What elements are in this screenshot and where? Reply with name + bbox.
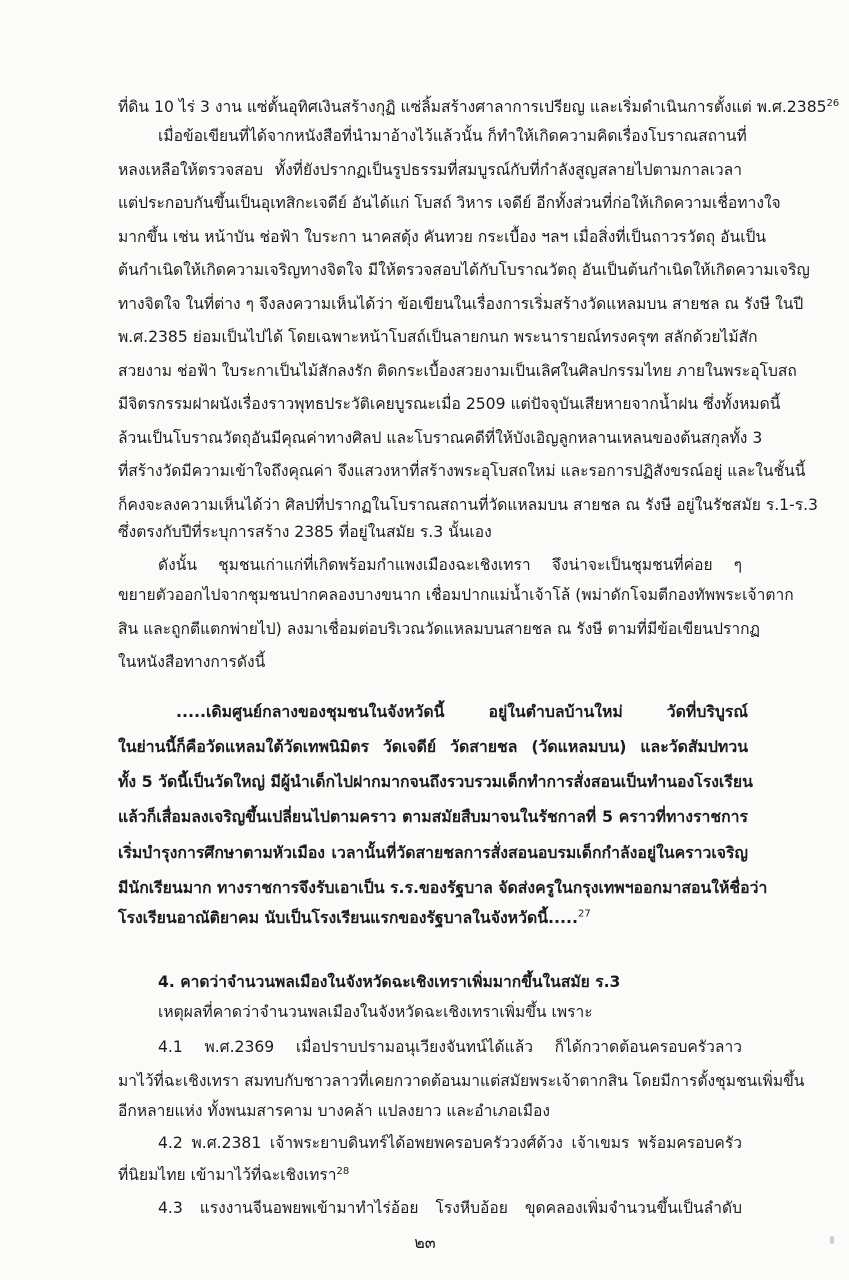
text-line: ดังนั้น ชุมชนเก่าแก่ที่เกิดพร้อมกำแพงเมืองฉะเชิงเทรา จึงน่าจะเป็นชุมชนที่ค่อย ๆ <box>158 556 742 574</box>
text-line: เมื่อข้อเขียนที่ได้จากหนังสือที่นำมาอ้างไว้แล้วนั้น ก็ทำให้เกิดความคิดเรื่องโบราณสถานที่ <box>158 127 747 145</box>
text-line: ที่สร้างวัดมีความเข้าใจถึงคุณค่า จึงแสวงหาที่สร้างพระอุโบสถใหม่ และรอการปฏิสังขรณ์อยู่ และในชั้นนี้ <box>118 462 806 480</box>
text-line: แต่ประกอบกันขึ้นเป็นอุเทสิกะเจดีย์ อันได้แก่ โบสถ์ วิหาร เจดีย์ อีกทั้งส่วนที่ก่อให้เกิดความเชื่อทางใจ <box>118 194 781 212</box>
quote-line: .....เดิมศูนย์กลางของชุมชนในจังหวัดนี้ อยู่ในตำบลบ้านใหม่ วัดที่บริบูรณ์ <box>176 702 748 721</box>
text-line: มากขึ้น เช่น หน้าบัน ช่อฟ้า ใบระกา นาคสดุ้ง คันทวย กระเบื้อง ฯลฯ เมื่อสิ่งที่เป็นถาวรวัตถุ อันเป็น <box>118 228 767 246</box>
text-line: ต้นกำเนิดให้เกิดความเจริญทางจิตใจ มีให้ตรวจสอบได้กับโบราณวัตถุ อันเป็นต้นกำเนิดให้เกิดความเจริญ <box>118 261 810 279</box>
footnote-ref: 27 <box>578 908 591 920</box>
text-line: ขยายตัวออกไปจากชุมชนปากคลองบางขนาก เชื่อมปากแม่น้ำเจ้าโล้ (พม่าดักโจมตีกองทัพพระเจ้าตาก <box>118 586 794 604</box>
text-line: สวยงาม ช่อฟ้า ใบระกาเป็นไม้สักลงรัก ติดกระเบื้องสวยงามเป็นเลิศในศิลปกรรมไทย ภายในพระอุโบสถ <box>118 362 797 380</box>
text-line: เหตุผลที่คาดว่าจำนวนพลเมืองในจังหวัดฉะเชิงเทราเพิ่มขึ้น เพราะ <box>158 1003 593 1021</box>
text-line: ล้วนเป็นโบราณวัตถุอันมีคุณค่าทางศิลป และโบราณคดีที่ให้บังเอิญลูกหลานเหลนของต้นสกุลทั้ง 3 <box>118 429 763 447</box>
text-line: ที่นิยมไทย เข้ามาไว้ที่ฉะเชิงเทรา$^{28}$ <box>118 1165 350 1184</box>
text-line: อีกหลายแห่ง ทั้งพนมสารคาม บางคล้า แปลงยาว และอำเภอเมือง <box>118 1102 550 1120</box>
quote-line: โรงเรียนอาณัติยาคม นับเป็นโรงเรียนแรกของรัฐบาลในจังหวัดนี้.....$^{27}$ <box>118 908 591 927</box>
section-heading: 4. คาดว่าจำนวนพลเมืองในจังหวัดฉะเชิงเทราเพิ่มมากขึ้นในสมัย ร.3 <box>158 973 621 991</box>
text-line: ก็คงจะลงความเห็นได้ว่า ศิลปที่ปรากฏในโบราณสถานที่วัดแหลมบน สายชล ณ รังษี อยู่ในรัชสมัย ร.1-ร.3 <box>118 496 818 514</box>
text-line: ซึ่งตรงกับปีที่ระบุการสร้าง 2385 ที่อยู่ในสมัย ร.3 นั้นเอง <box>118 523 492 541</box>
text-line: พ.ศ.2385 ย่อมเป็นไปได้ โดยเฉพาะหน้าโบสถ์เป็นลายกนก พระนารายณ์ทรงครุฑ สลักด้วยไม้สัก <box>118 328 758 346</box>
text-line: 4.2 พ.ศ.2381 เจ้าพระยาบดินทร์ได้อพยพครอบครัววงศ์ด้วง เจ้าเขมร พร้อมครอบครัว <box>158 1134 742 1152</box>
text-line: 4.3 แรงงานจีนอพยพเข้ามาทำไร่อ้อย โรงหีบอ้อย ขุดคลองเพิ่มจำนวนขึ้นเป็นลำดับ <box>158 1199 742 1217</box>
quote-line: ในย่านนี้ก็คือวัดแหลมใต้วัดเทพนิมิตร วัดเจดีย์ วัดสายชล (วัดแหลมบน) และวัดสัมปทวน <box>118 737 748 756</box>
text-line: ที่ดิน 10 ไร่ 3 งาน แซ่ตั้นอุทิศเงินสร้างกุฏิ แซ่ลิ้มสร้างศาลาการเปรียญ และเริ่มดำเนินการตั้งแต่ พ.ศ.2385$^{26}$ <box>118 97 840 116</box>
quote-line: ทั้ง 5 วัดนี้เป็นวัดใหญ่ มีผู้นำเด็กไปฝากมากจนถึงรวบรวมเด็กทำการสั่งสอนเป็นทำนองโรงเรียน <box>118 772 753 791</box>
text-line: ทางจิตใจ ในที่ต่าง ๆ จึงลงความเห็นได้ว่า ข้อเขียนในเรื่องการเริ่มสร้างวัดแหลมบน สายชล ณ รังษี ในปี <box>118 295 804 313</box>
footnote-ref: 26 <box>826 97 840 109</box>
quote-line: เริ่มบำรุงการศึกษาตามหัวเมือง เวลานั้นที่วัดสายชลการสั่งสอนอบรมเด็กกำลังอยู่ในคราวเจริญ <box>118 843 748 862</box>
text-line: มีจิตรกรรมฝาผนังเรื่องราวพุทธประวัติเคยบูรณะเมื่อ 2509 แต่ปัจจุบันเสียหายจากน้ำฝน ซึ่งทั้งหมดนี้ <box>118 395 781 413</box>
text-line: 4.1 พ.ศ.2369 เมื่อปราบปรามอนุเวียงจันทน์ได้แล้ว ก็ได้กวาดต้อนครอบครัวลาว <box>158 1038 742 1056</box>
text-line: ในหนังสือทางการดังนี้ <box>118 653 266 671</box>
text-line: มาไว้ที่ฉะเชิงเทรา สมทบกับชาวลาวที่เคยกวาดต้อนมาแต่สมัยพระเจ้าตากสิน โดยมีการตั้งชุมชนเพิ่มขึ้น <box>118 1072 805 1090</box>
scan-mark <box>830 1236 834 1244</box>
footnote-ref: 28 <box>336 1165 350 1177</box>
quote-line: มีนักเรียนมาก ทางราชการจึงรับเอาเป็น ร.ร.ของรัฐบาล จัดส่งครูในกรุงเทพฯออกมาสอนให้ชื่อว่า <box>118 878 768 897</box>
text-line: หลงเหลือให้ตรวจสอบ ทั้งที่ยังปรากฏเป็นรูปธรรมที่สมบูรณ์กับที่กำลังสูญสลายไปตามกาลเวลา <box>118 161 742 179</box>
quote-line: แล้วก็เสื่อมลงเจริญขึ้นเปลี่ยนไปตามคราว ตามสมัยสืบมาจนในรัชกาลที่ 5 คราวที่ทางราชการ <box>118 807 748 826</box>
page-number: ๒๓ <box>414 1233 436 1252</box>
text-line: สิน และถูกตีแตกพ่ายไป) ลงมาเชื่อมต่อบริเวณวัดแหลมบนสายชล ณ รังษี ตามที่มีข้อเขียนปรากฏ <box>118 620 761 638</box>
